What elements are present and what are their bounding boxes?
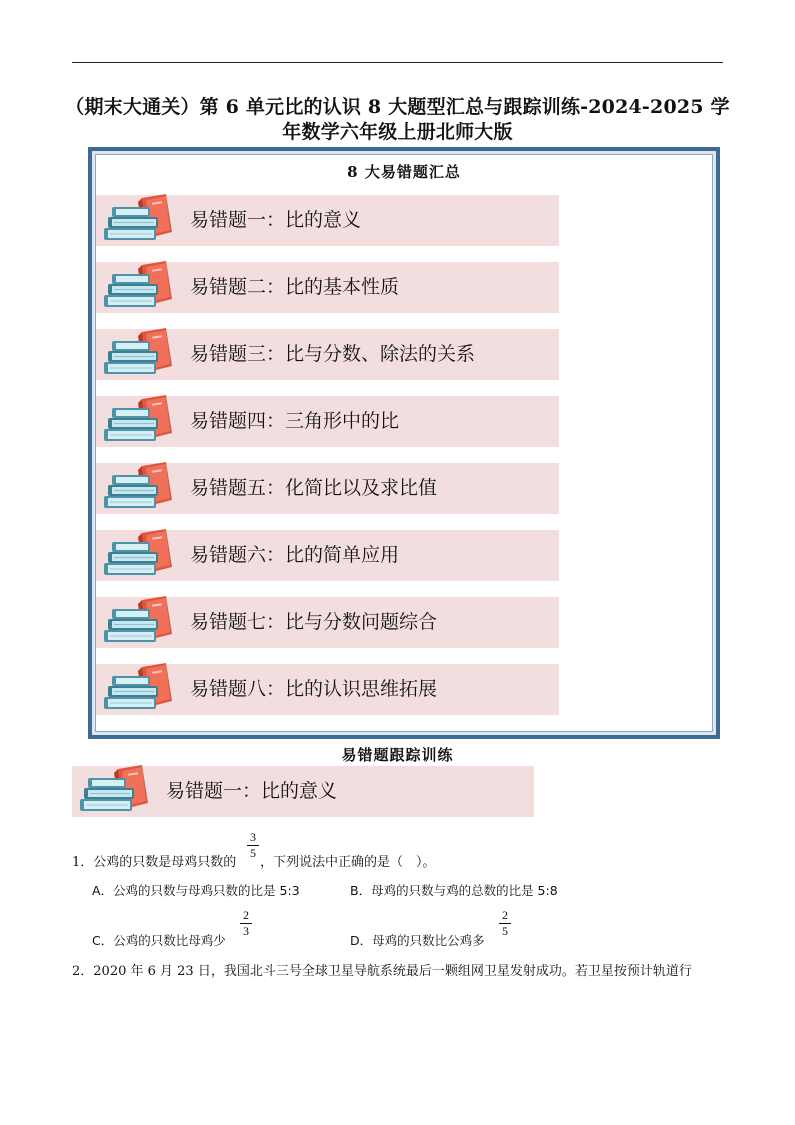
question-2-text: 2．2020 年 6 月 23 日，我国北斗三号全球卫星导航系统最后一颗组网卫星发射成功。若卫星按预计轨道行 [72,964,692,979]
summary-item-7 [96,597,559,648]
books-icon [102,192,174,246]
summary-item-6 [96,530,559,581]
header-rule [72,62,723,63]
summary-item-label: 易错题二：比的基本性质 [190,276,400,298]
question-1-option-b: B．母鸡的只数与鸡的总数的比是 5:8 [350,883,558,898]
summary-item-8 [96,664,559,715]
summary-item-2 [96,262,559,313]
question-1-option-c: C．公鸡的只数比母鸡少 [92,933,226,948]
question-1-option-a: A．公鸡的只数与母鸡只数的比是 5:3 [92,883,300,898]
books-icon [78,763,150,817]
fraction-denominator: 5 [502,924,508,938]
summary-item-label: 易错题八：比的认识思维拓展 [190,678,438,700]
tracking-section-banner [72,766,534,817]
summary-heading: 8 大易错题汇总 [347,163,461,181]
summary-item-1 [96,195,559,246]
fraction-numerator: 3 [250,830,256,844]
books-icon [102,393,174,447]
question-1-after: ，下列说法中正确的是（ ）。 [260,855,436,870]
tracking-heading: 易错题跟踪训练 [341,746,454,764]
option-c-fraction [240,909,252,938]
fraction-denominator: 3 [243,924,249,938]
title-line-1: （期末大通关）第 6 单元比的认识 8 大题型汇总与跟踪训练-2024-2025 学 [65,96,730,118]
books-icon [102,661,174,715]
title-line-2: 年数学六年级上册北师大版 [282,121,513,143]
tracking-section-label: 易错题一：比的意义 [166,780,338,802]
summary-item-label: 易错题六：比的简单应用 [190,544,400,566]
books-icon [102,326,174,380]
fraction-numerator: 2 [243,908,249,922]
summary-item-3 [96,329,559,380]
fraction-numerator: 2 [502,908,508,922]
books-icon [102,594,174,648]
summary-item-4 [96,396,559,447]
summary-item-5 [96,463,559,514]
document-title [60,95,735,145]
question-1-option-d: D．母鸡的只数比公鸡多 [350,933,485,948]
summary-item-label: 易错题七：比与分数问题综合 [190,611,438,633]
summary-item-label: 易错题三：比与分数、除法的关系 [190,343,476,365]
summary-item-label: 易错题一：比的意义 [190,209,362,231]
books-icon [102,460,174,514]
summary-item-label: 易错题五：化简比以及求比值 [190,477,438,499]
option-d-fraction [499,909,511,938]
fraction-denominator: 5 [250,846,256,860]
question-1-before: 1．公鸡的只数是母鸡只数的 [72,855,237,870]
question-1-fraction [247,831,259,860]
books-icon [102,527,174,581]
books-icon [102,259,174,313]
summary-item-label: 易错题四：三角形中的比 [190,410,400,432]
